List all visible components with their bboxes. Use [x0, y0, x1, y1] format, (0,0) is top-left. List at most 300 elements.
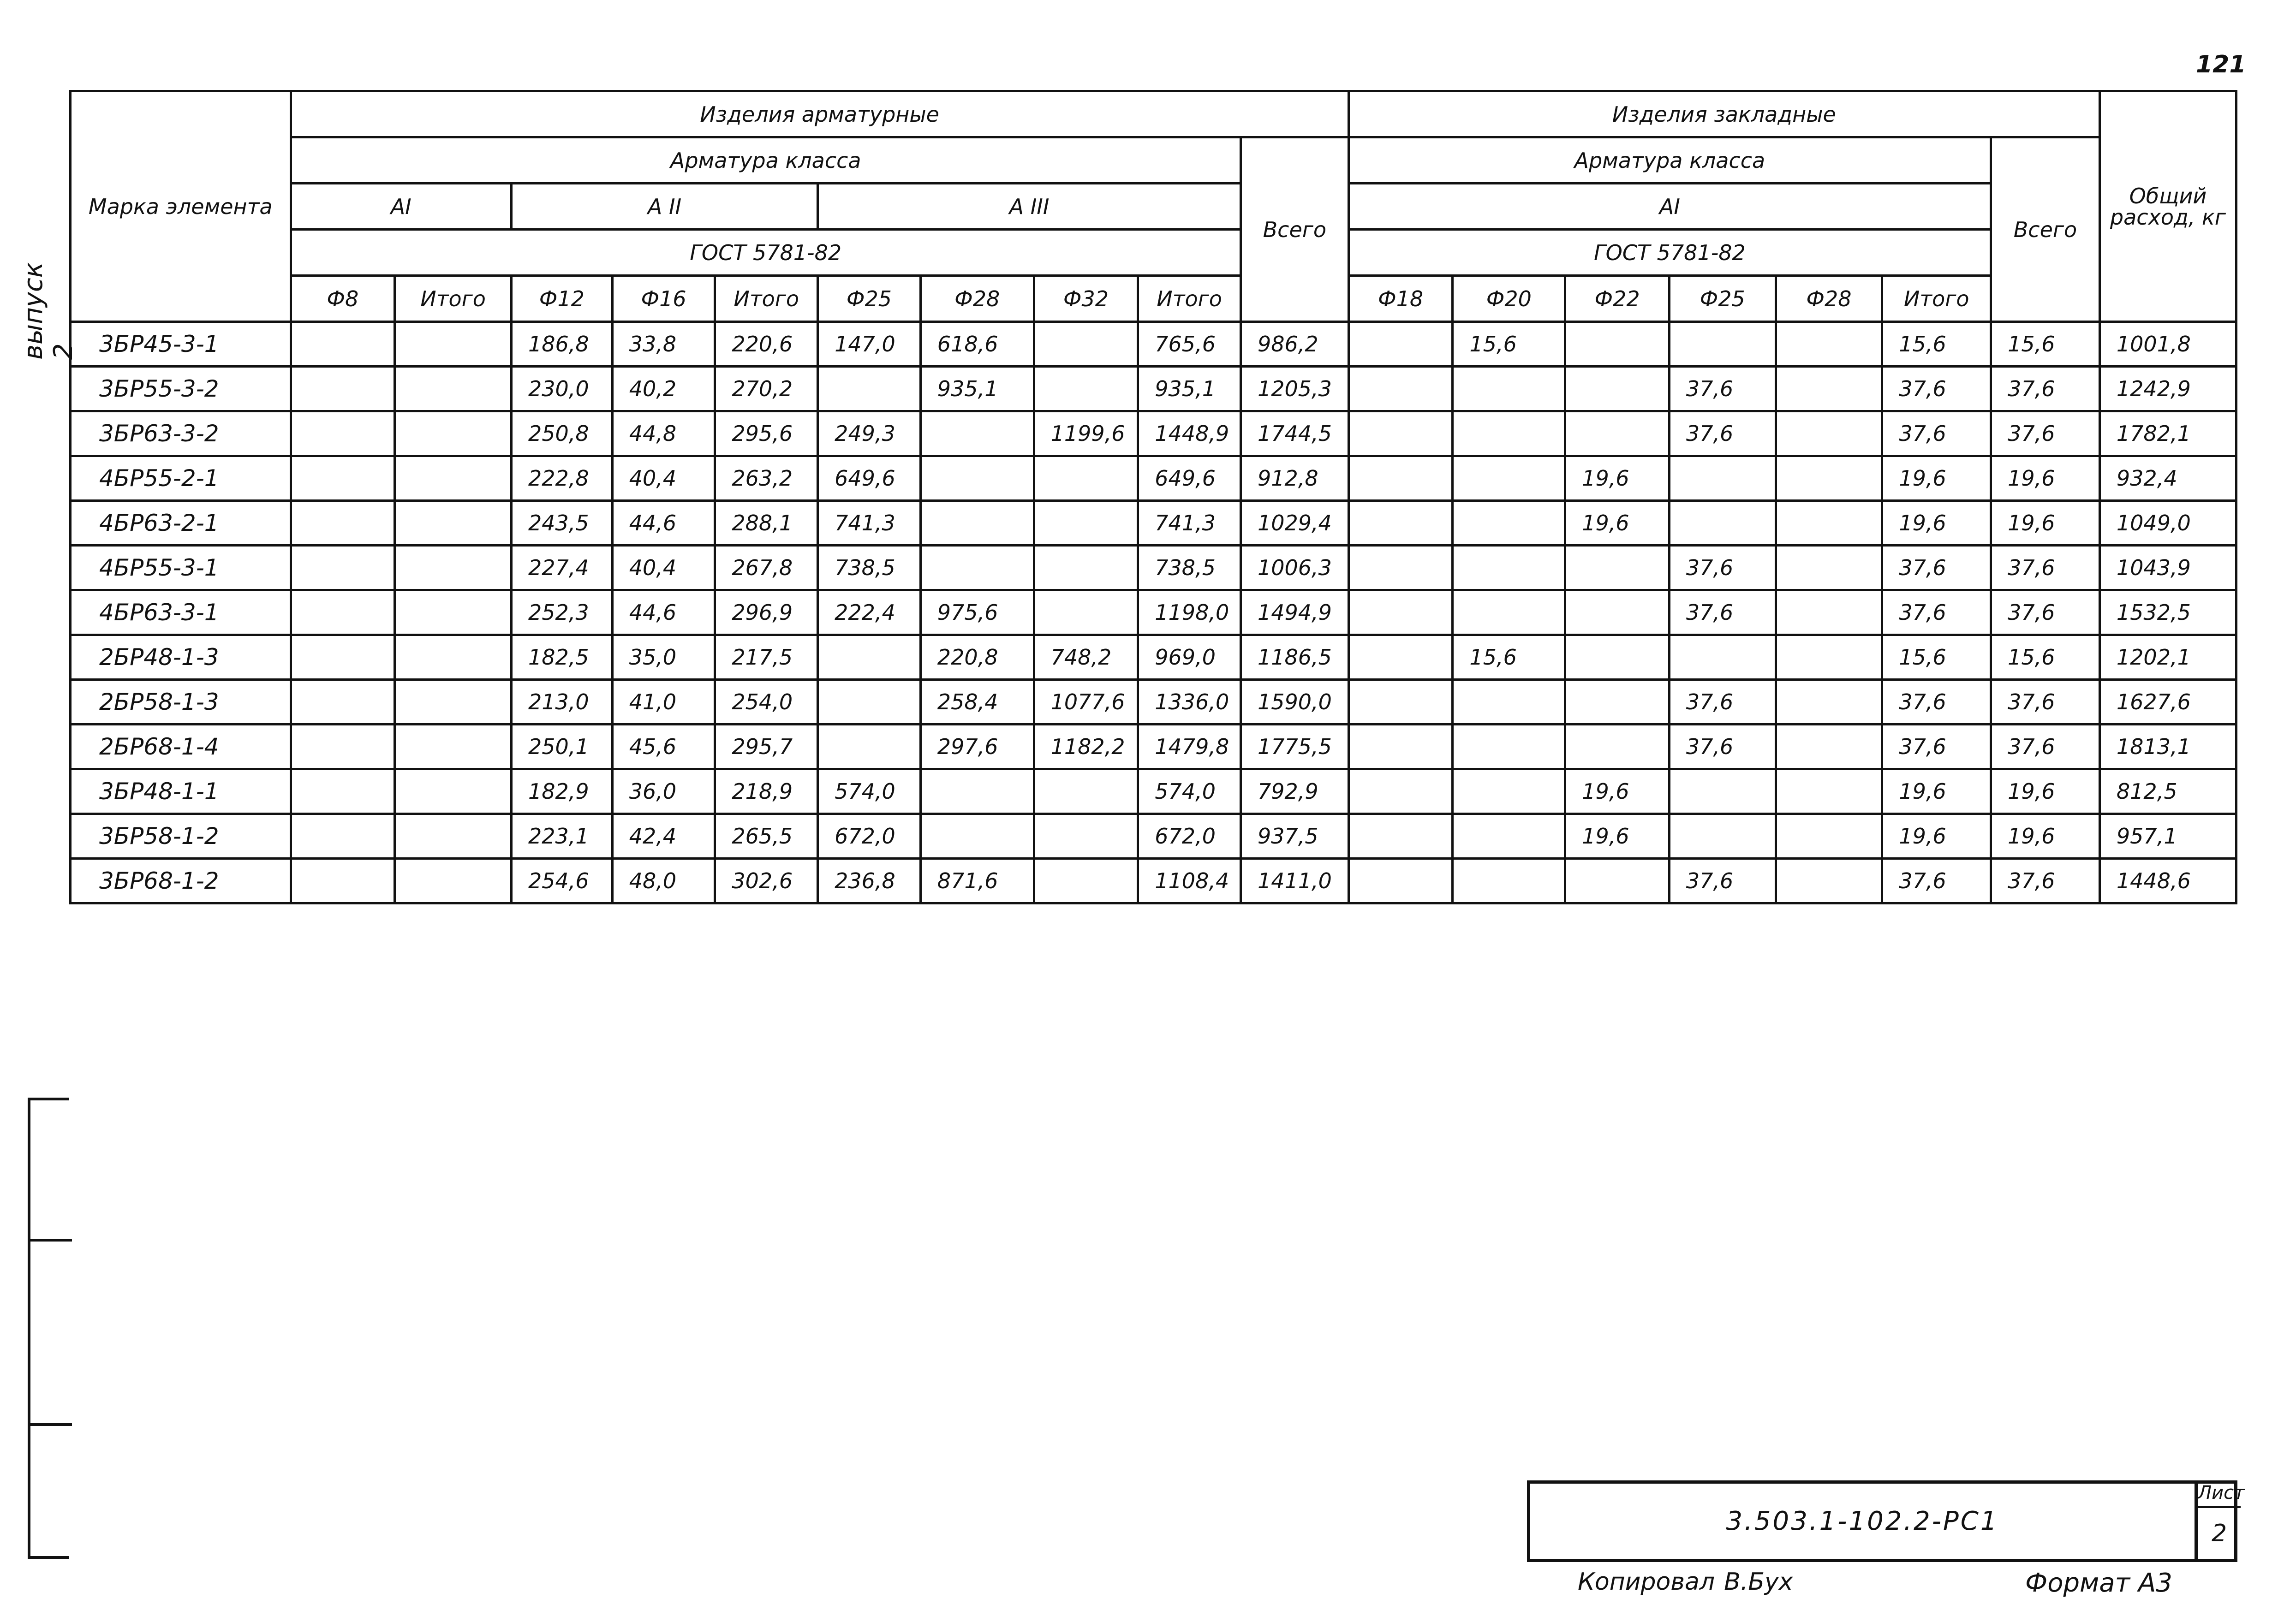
cell-value: [920, 814, 1034, 859]
cell-value: [291, 859, 395, 903]
sheet-column: [2195, 1480, 2245, 1562]
cell-value: [291, 367, 395, 411]
col-header: Ф18: [1348, 276, 1453, 322]
cell-value: [1565, 411, 1670, 456]
cell-value: 254,6: [512, 859, 613, 903]
cell-value: [1034, 546, 1138, 590]
col-header: Итого: [1138, 276, 1241, 322]
cell-value: [1453, 769, 1565, 814]
cell-value: [1453, 859, 1565, 903]
cell-value: 1411,0: [1240, 859, 1348, 903]
cell-value: 932,4: [2099, 456, 2236, 501]
cell-value: [920, 546, 1034, 590]
cell-value: [395, 635, 512, 680]
signature: В.Бух: [1724, 1568, 1793, 1596]
cell-value: 792,9: [1240, 769, 1348, 814]
col-header: Итого: [395, 276, 512, 322]
cell-value: [1669, 456, 1776, 501]
cell-value: 295,7: [715, 725, 818, 769]
cell-value: 37,6: [1991, 680, 2100, 725]
cell-value: 36,0: [612, 769, 715, 814]
cell-value: [1348, 411, 1453, 456]
cell-value: 37,6: [1882, 546, 1991, 590]
row-mark: 3БР48-1-1: [71, 769, 291, 814]
cell-value: [818, 635, 921, 680]
cell-value: [291, 635, 395, 680]
cell-value: 1186,5: [1240, 635, 1348, 680]
cell-value: 1205,3: [1240, 367, 1348, 411]
cell-value: [291, 501, 395, 546]
header-zak-klassa: Арматура класса: [1348, 137, 1991, 184]
cell-value: 37,6: [1882, 367, 1991, 411]
row-mark: 3БР45-3-1: [71, 322, 291, 367]
cell-value: [1348, 456, 1453, 501]
cell-value: 40,4: [612, 456, 715, 501]
cell-value: [291, 590, 395, 635]
cell-value: 40,2: [612, 367, 715, 411]
cell-value: 1198,0: [1138, 590, 1241, 635]
cell-value: [1348, 680, 1453, 725]
cell-value: [395, 590, 512, 635]
cell-value: 37,6: [1882, 859, 1991, 903]
cell-value: 44,8: [612, 411, 715, 456]
header-class-ai-zak: АI: [1348, 184, 1991, 230]
cell-value: [395, 814, 512, 859]
cell-value: 935,1: [1138, 367, 1241, 411]
cell-value: 302,6: [715, 859, 818, 903]
cell-value: 182,5: [512, 635, 613, 680]
cell-value: 15,6: [1991, 635, 2100, 680]
cell-value: [1776, 322, 1882, 367]
col-header: Итого: [1882, 276, 1991, 322]
cell-value: 35,0: [612, 635, 715, 680]
header-class-ai: АI: [291, 184, 512, 230]
cell-value: 243,5: [512, 501, 613, 546]
cell-value: 748,2: [1034, 635, 1138, 680]
cell-value: 265,5: [715, 814, 818, 859]
cell-value: 672,0: [818, 814, 921, 859]
col-header: Ф16: [612, 276, 715, 322]
cell-value: 37,6: [1669, 725, 1776, 769]
cell-value: 217,5: [715, 635, 818, 680]
cell-value: [1348, 590, 1453, 635]
cell-value: [1776, 635, 1882, 680]
cell-value: 45,6: [612, 725, 715, 769]
cell-value: 1182,2: [1034, 725, 1138, 769]
cell-value: [920, 456, 1034, 501]
cell-value: 19,6: [1565, 456, 1670, 501]
cell-value: [1776, 725, 1882, 769]
cell-value: 574,0: [1138, 769, 1241, 814]
cell-value: [1034, 814, 1138, 859]
cell-value: [1776, 814, 1882, 859]
cell-value: 147,0: [818, 322, 921, 367]
col-header: Ф12: [512, 276, 613, 322]
row-mark: 3БР58-1-2: [71, 814, 291, 859]
col-header: Ф25: [1669, 276, 1776, 322]
table-row: [71, 411, 2236, 456]
row-mark: 3БР68-1-2: [71, 859, 291, 903]
header-vsego-zak: Всего: [1991, 137, 2100, 322]
cell-value: 230,0: [512, 367, 613, 411]
cell-value: 765,6: [1138, 322, 1241, 367]
cell-value: [291, 814, 395, 859]
row-mark: 3БР55-3-2: [71, 367, 291, 411]
cell-value: 40,4: [612, 546, 715, 590]
cell-value: [1453, 725, 1565, 769]
cell-value: [1565, 680, 1670, 725]
cell-value: 41,0: [612, 680, 715, 725]
cell-value: 37,6: [1991, 367, 2100, 411]
cell-value: [291, 769, 395, 814]
cell-value: [291, 411, 395, 456]
cell-value: 250,8: [512, 411, 613, 456]
cell-value: 1006,3: [1240, 546, 1348, 590]
cell-value: [1776, 546, 1882, 590]
col-header: Ф28: [1776, 276, 1882, 322]
cell-value: [1669, 501, 1776, 546]
table-row: [71, 546, 2236, 590]
cell-value: 1448,6: [2099, 859, 2236, 903]
table-row: [71, 769, 2236, 814]
cell-value: [1453, 680, 1565, 725]
cell-value: 37,6: [1669, 680, 1776, 725]
cell-value: 1029,4: [1240, 501, 1348, 546]
table-row: [71, 859, 2236, 903]
cell-value: 288,1: [715, 501, 818, 546]
sheet-number: 2: [2211, 1520, 2227, 1547]
cell-value: 19,6: [1882, 501, 1991, 546]
cell-value: [395, 725, 512, 769]
header-class-aiii: А III: [818, 184, 1241, 230]
cell-value: [1565, 725, 1670, 769]
cell-value: [1776, 456, 1882, 501]
row-mark: 2БР58-1-3: [71, 680, 291, 725]
cell-value: 37,6: [1991, 859, 2100, 903]
cell-value: 48,0: [612, 859, 715, 903]
cell-value: [1776, 859, 1882, 903]
col-header: Ф8: [291, 276, 395, 322]
cell-value: 37,6: [1882, 411, 1991, 456]
cell-value: 182,9: [512, 769, 613, 814]
cell-value: [395, 546, 512, 590]
cell-value: [1034, 367, 1138, 411]
row-mark: 2БР68-1-4: [71, 725, 291, 769]
cell-value: [291, 456, 395, 501]
cell-value: 986,2: [1240, 322, 1348, 367]
cell-value: 252,3: [512, 590, 613, 635]
cell-value: [1565, 367, 1670, 411]
cell-value: 227,4: [512, 546, 613, 590]
table-row: [71, 814, 2236, 859]
cell-value: [291, 680, 395, 725]
cell-value: 15,6: [1991, 322, 2100, 367]
cell-value: [1565, 590, 1670, 635]
cell-value: 296,9: [715, 590, 818, 635]
cell-value: [1776, 769, 1882, 814]
cell-value: 222,8: [512, 456, 613, 501]
cell-value: [1669, 769, 1776, 814]
cell-value: [395, 322, 512, 367]
cell-value: 975,6: [920, 590, 1034, 635]
cell-value: 213,0: [512, 680, 613, 725]
cell-value: 258,4: [920, 680, 1034, 725]
cell-value: [1034, 859, 1138, 903]
cell-value: [1453, 546, 1565, 590]
specification-table: [69, 90, 2237, 904]
cell-value: [1776, 590, 1882, 635]
cell-value: [395, 680, 512, 725]
cell-value: [1348, 725, 1453, 769]
cell-value: [818, 680, 921, 725]
cell-value: 1199,6: [1034, 411, 1138, 456]
vypusk-label: выпуск 2: [18, 262, 78, 360]
cell-value: 15,6: [1453, 322, 1565, 367]
cell-value: [1034, 322, 1138, 367]
cell-value: [1565, 322, 1670, 367]
cell-value: 42,4: [612, 814, 715, 859]
cell-value: [1453, 814, 1565, 859]
cell-value: 1108,4: [1138, 859, 1241, 903]
cell-value: 1049,0: [2099, 501, 2236, 546]
cell-value: 220,8: [920, 635, 1034, 680]
cell-value: [1034, 456, 1138, 501]
header-obshchiy: Общий расход, кг: [2099, 91, 2236, 322]
cell-value: 738,5: [818, 546, 921, 590]
row-mark: 3БР63-3-2: [71, 411, 291, 456]
cell-value: 270,2: [715, 367, 818, 411]
cell-value: 871,6: [920, 859, 1034, 903]
table-row: [71, 456, 2236, 501]
cell-value: [1348, 859, 1453, 903]
table-row: [71, 725, 2236, 769]
header-vsego-arm: Всего: [1240, 137, 1348, 322]
header-armaturnye: Изделия арматурные: [291, 91, 1348, 137]
format-label: Формат А3: [2025, 1568, 2172, 1598]
row-mark: 4БР55-3-1: [71, 546, 291, 590]
cell-value: [1776, 367, 1882, 411]
header-class-aii: А II: [512, 184, 818, 230]
cell-value: 15,6: [1882, 635, 1991, 680]
cell-value: [395, 859, 512, 903]
cell-value: 741,3: [1138, 501, 1241, 546]
table-body: [71, 322, 2236, 903]
cell-value: 19,6: [1991, 814, 2100, 859]
cell-value: [1453, 501, 1565, 546]
cell-value: [818, 725, 921, 769]
cell-value: [1348, 501, 1453, 546]
cell-value: 19,6: [1882, 456, 1991, 501]
cell-value: 1744,5: [1240, 411, 1348, 456]
cell-value: 1001,8: [2099, 322, 2236, 367]
cell-value: [1348, 814, 1453, 859]
cell-value: 1782,1: [2099, 411, 2236, 456]
cell-value: [1348, 635, 1453, 680]
cell-value: 1077,6: [1034, 680, 1138, 725]
cell-value: 37,6: [1991, 411, 2100, 456]
cell-value: 912,8: [1240, 456, 1348, 501]
cell-value: 249,3: [818, 411, 921, 456]
cell-value: 263,2: [715, 456, 818, 501]
cell-value: [1669, 814, 1776, 859]
cell-value: [1348, 322, 1453, 367]
cell-value: 672,0: [1138, 814, 1241, 859]
cell-value: 1336,0: [1138, 680, 1241, 725]
col-header: Ф25: [818, 276, 921, 322]
cell-value: 1775,5: [1240, 725, 1348, 769]
table-row: [71, 680, 2236, 725]
cell-value: [1669, 635, 1776, 680]
cell-value: 574,0: [818, 769, 921, 814]
cell-value: [395, 411, 512, 456]
cell-value: 37,6: [1669, 546, 1776, 590]
cell-value: 618,6: [920, 322, 1034, 367]
cell-value: 37,6: [1991, 590, 2100, 635]
cell-value: 19,6: [1565, 814, 1670, 859]
copied-by: [1578, 1568, 1793, 1596]
cell-value: 15,6: [1453, 635, 1565, 680]
cell-value: [1669, 322, 1776, 367]
cell-value: [1034, 590, 1138, 635]
cell-value: 19,6: [1565, 769, 1670, 814]
cell-value: 1627,6: [2099, 680, 2236, 725]
cell-value: 19,6: [1882, 769, 1991, 814]
cell-value: [1776, 680, 1882, 725]
title-stamp: [1527, 1480, 2245, 1562]
cell-value: [395, 501, 512, 546]
cell-value: 37,6: [1669, 411, 1776, 456]
cell-value: 935,1: [920, 367, 1034, 411]
cell-value: 812,5: [2099, 769, 2236, 814]
cell-value: 649,6: [818, 456, 921, 501]
cell-value: 1448,9: [1138, 411, 1241, 456]
cell-value: 649,6: [1138, 456, 1241, 501]
cell-value: 37,6: [1882, 725, 1991, 769]
cell-value: [1565, 546, 1670, 590]
cell-value: 1479,8: [1138, 725, 1241, 769]
cell-value: 738,5: [1138, 546, 1241, 590]
cell-value: [1034, 769, 1138, 814]
cell-value: [1034, 501, 1138, 546]
cell-value: [1348, 769, 1453, 814]
col-header: Ф20: [1453, 276, 1565, 322]
cell-value: 236,8: [818, 859, 921, 903]
header-arm-klassa: Арматура класса: [291, 137, 1240, 184]
cell-value: [395, 456, 512, 501]
col-header: Итого: [715, 276, 818, 322]
header-zakladnye: Изделия закладные: [1348, 91, 2099, 137]
cell-value: 223,1: [512, 814, 613, 859]
cell-value: 37,6: [1882, 590, 1991, 635]
margin-binding-box: [28, 1098, 69, 1559]
cell-value: 295,6: [715, 411, 818, 456]
table-row: [71, 501, 2236, 546]
cell-value: 19,6: [1991, 456, 2100, 501]
page-number: 121: [2196, 51, 2246, 78]
cell-value: 969,0: [1138, 635, 1241, 680]
header-mark: Марка элемента: [71, 91, 291, 322]
cell-value: [1776, 501, 1882, 546]
cell-value: 1532,5: [2099, 590, 2236, 635]
sheet-label: Лист: [2198, 1480, 2241, 1508]
cell-value: 1242,9: [2099, 367, 2236, 411]
cell-value: 297,6: [920, 725, 1034, 769]
cell-value: 1043,9: [2099, 546, 2236, 590]
cell-value: 1494,9: [1240, 590, 1348, 635]
cell-value: 250,1: [512, 725, 613, 769]
cell-value: [1348, 546, 1453, 590]
table-row: [71, 322, 2236, 367]
cell-value: 186,8: [512, 322, 613, 367]
cell-value: 37,6: [1882, 680, 1991, 725]
cell-value: [818, 367, 921, 411]
cell-value: 937,5: [1240, 814, 1348, 859]
copied-label: Копировал: [1578, 1568, 1715, 1596]
cell-value: [1453, 590, 1565, 635]
table-row: [71, 590, 2236, 635]
row-mark: 4БР55-2-1: [71, 456, 291, 501]
cell-value: 19,6: [1565, 501, 1670, 546]
cell-value: 37,6: [1991, 546, 2100, 590]
cell-value: 1202,1: [2099, 635, 2236, 680]
col-header: Ф32: [1034, 276, 1138, 322]
cell-value: 37,6: [1991, 725, 2100, 769]
cell-value: 33,8: [612, 322, 715, 367]
header-gost-arm: ГОСТ 5781-82: [291, 230, 1240, 276]
cell-value: 1590,0: [1240, 680, 1348, 725]
cell-value: 44,6: [612, 590, 715, 635]
cell-value: [395, 367, 512, 411]
cell-value: 218,9: [715, 769, 818, 814]
document-code: 3.503.1-102.2-РС1: [1726, 1506, 1999, 1536]
cell-value: 37,6: [1669, 859, 1776, 903]
cell-value: 1813,1: [2099, 725, 2236, 769]
cell-value: [291, 322, 395, 367]
cell-value: [1776, 411, 1882, 456]
table-row: [71, 367, 2236, 411]
cell-value: 44,6: [612, 501, 715, 546]
cell-value: [291, 546, 395, 590]
cell-value: 19,6: [1991, 501, 2100, 546]
cell-value: [1453, 411, 1565, 456]
col-header: Ф28: [920, 276, 1034, 322]
cell-value: 957,1: [2099, 814, 2236, 859]
cell-value: [1348, 367, 1453, 411]
row-mark: 2БР48-1-3: [71, 635, 291, 680]
cell-value: [395, 769, 512, 814]
cell-value: 15,6: [1882, 322, 1991, 367]
cell-value: [1453, 456, 1565, 501]
table-row: [71, 635, 2236, 680]
cell-value: 19,6: [1991, 769, 2100, 814]
cell-value: 37,6: [1669, 367, 1776, 411]
cell-value: [291, 725, 395, 769]
cell-value: [1565, 635, 1670, 680]
cell-value: 741,3: [818, 501, 921, 546]
col-header: Ф22: [1565, 276, 1670, 322]
header-gost-zak: ГОСТ 5781-82: [1348, 230, 1991, 276]
cell-value: [920, 501, 1034, 546]
cell-value: [1453, 367, 1565, 411]
row-mark: 4БР63-3-1: [71, 590, 291, 635]
cell-value: 37,6: [1669, 590, 1776, 635]
cell-value: 220,6: [715, 322, 818, 367]
cell-value: [1565, 859, 1670, 903]
cell-value: [920, 769, 1034, 814]
cell-value: 222,4: [818, 590, 921, 635]
cell-value: 19,6: [1882, 814, 1991, 859]
cell-value: [920, 411, 1034, 456]
